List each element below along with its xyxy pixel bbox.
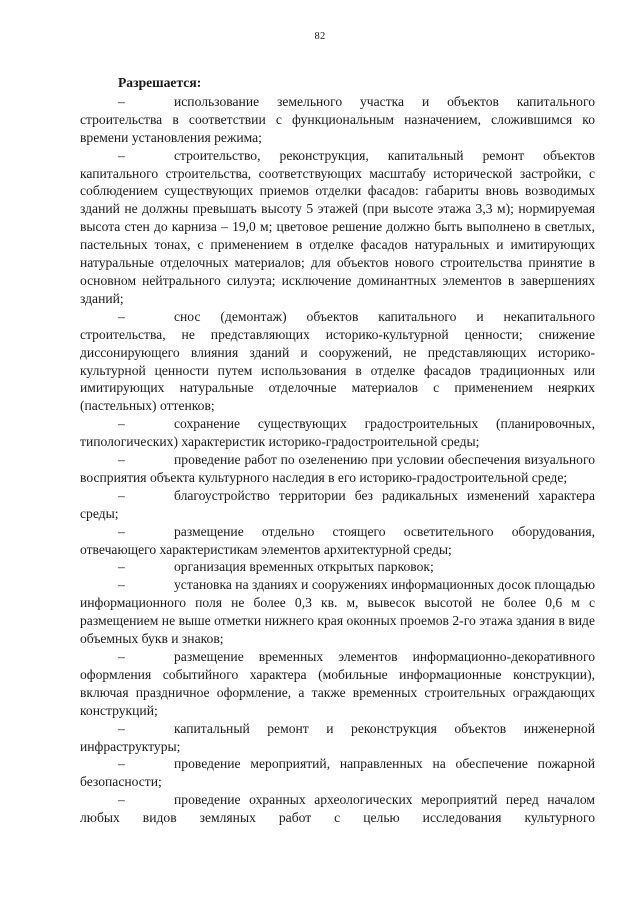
- list-dash: –: [118, 720, 125, 736]
- list-item-text: проведение работ по озеленению при условии обеспечения визуального восприятия объекта культурного наследия в его историко-градостроительной среде;: [80, 452, 595, 485]
- list-dash: –: [118, 559, 125, 575]
- list-dash: –: [118, 308, 125, 324]
- list-item-text: снос (демонтаж) объектов капитального и некапитального строительства, не представляющих историко-культурной ценности; снижение диссонирующего влияния зданий и сооружений, не представляющих историко-культурной ценности путем использования в отделке фасадов традиционных или имитирующих натуральные отделочные материалов с применением неярких (пастельных) оттенков;: [80, 308, 595, 414]
- list-item-text: размещение отдельно стоящего осветительного оборудования, отвечающего характеристикам элементов архитектурной среды;: [80, 523, 595, 557]
- list-dash: –: [118, 649, 125, 664]
- section-heading: Разрешается:: [118, 75, 202, 90]
- list-item: [80, 720, 595, 756]
- list-item: [80, 791, 595, 827]
- list-dash: –: [118, 93, 125, 109]
- list-item-text: установка на зданиях и сооружениях информационных досок площадью информационного поля не более 0,3 кв. м, вывесок высотой не более 0,6 м с размещением не выше отметки нижнего края оконных проемов 2-го этажа здания в виде объемных букв и знаков;: [80, 577, 595, 647]
- list-item-text: проведение мероприятий, направленных на обеспечение пожарной безопасности;: [80, 756, 595, 790]
- list-item-text: проведение охранных археологических мероприятий перед началом любых видов земляных работ с целью исследования культурного: [80, 792, 595, 826]
- list-item-text: использование земельного участка и объектов капитального строительства в соответствии с функциональным назначением, сложившимся ко времени установления режима;: [80, 93, 595, 145]
- list-item: [80, 147, 595, 308]
- list-dash: –: [118, 523, 125, 539]
- list-item: [80, 648, 595, 720]
- list-dash: –: [118, 487, 125, 503]
- list-item-text: размещение временных элементов информационно-декоративного оформления событийного характера (мобильные информационные конструкции), включая праздничное оформление, а также временных строительных ограждающих конструкций;: [80, 649, 595, 718]
- list-item: [80, 308, 595, 415]
- list-dash: –: [118, 756, 125, 772]
- list-dash: –: [118, 792, 125, 808]
- list-item: [80, 415, 595, 451]
- list-dash: –: [118, 416, 125, 432]
- list-item-text: строительство, реконструкция, капитальный ремонт объектов капитального строительства, соответствующих масштабу исторической застройки, с соблюдением существующих приемов отделки фасадов: габариты вновь возводимых зданий не должны превышать высоту 5 этажей (при высоте этажа 3,3 м); нормируемая высота стен до карниза – 19,0 м; цветовое решение должно быть выполнено в светлых, пастельных тонах, с применением в отделке фасадов натуральных и имитирующих натуральные отделочных материалов; для объектов нового строительства принятие в основном нейтрального силуэта; исключение доминантных элементов в завершениях зданий;: [80, 147, 595, 306]
- list-item-text: сохранение существующих градостроительных (планировочных, типологических) характеристик историко-градостроительной среды;: [80, 416, 595, 450]
- list-item: [80, 487, 595, 523]
- list-item: [80, 451, 595, 487]
- list-item: [80, 523, 595, 559]
- page-number: 82: [314, 31, 326, 42]
- list-item-text: организация временных открытых парковок;: [174, 559, 434, 575]
- list-item: [80, 576, 595, 648]
- list-dash: –: [118, 577, 125, 593]
- list-item-text: капитальный ремонт и реконструкция объектов инженерной инфраструктуры;: [80, 720, 595, 754]
- list-item: [80, 755, 595, 791]
- document-body: [80, 74, 595, 827]
- list-item: [80, 93, 595, 147]
- list-item-text: благоустройство территории без радикальных изменений характера среды;: [80, 487, 595, 521]
- list-dash: –: [118, 452, 125, 468]
- list-dash: –: [118, 147, 125, 163]
- list-item: [80, 558, 595, 576]
